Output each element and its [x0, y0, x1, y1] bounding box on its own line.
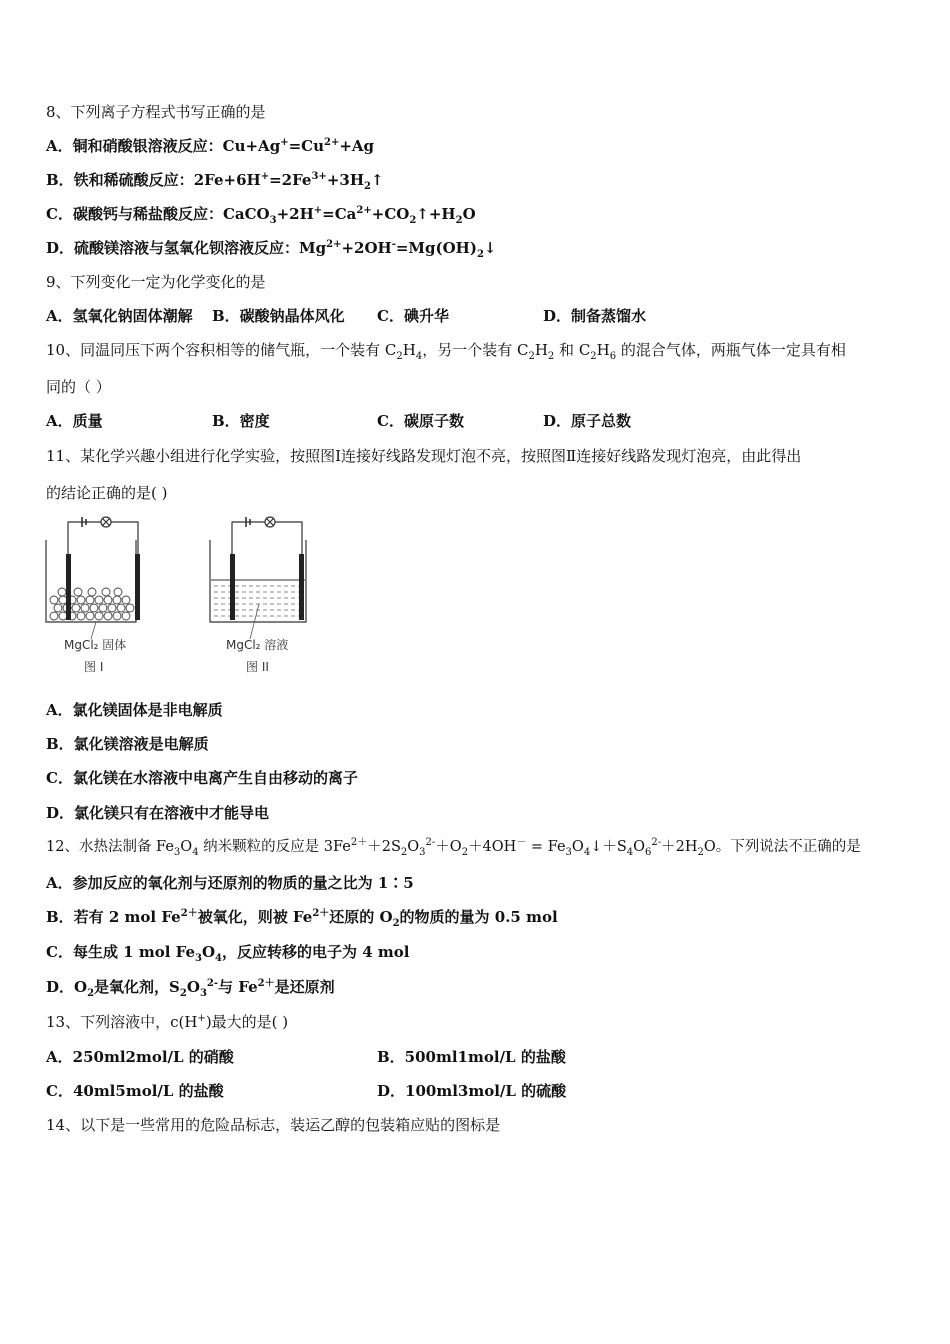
figure-1-circuit [68, 517, 138, 564]
q11-figure [44, 514, 324, 680]
q13-option-b: B．500ml1mol/L 的盐酸 [377, 1048, 566, 1066]
figure-1-label: MgCl₂ 固体 [64, 638, 127, 652]
q12-option-c: C．每生成 1 mol $Fe_3O_4$，反应转移的电子为 4 mol [46, 943, 410, 964]
q8-option-b: B．铁和稀硫酸反应：$2Fe+6H^+=2Fe^{3+}+3H_2↑$ [46, 171, 384, 192]
q9-option-a: A．氢氧化钠固体潮解 [46, 307, 193, 325]
q13-option-a: A．250ml2mol/L 的硝酸 [46, 1048, 234, 1066]
q12-option-b: B．若有 2 mol $Fe^{2+}$被氧化，则被 $Fe^{2+}$还原的 $O_2$的物质的量为 0.5 mol [46, 908, 558, 929]
q11-option-b: B．氯化镁溶液是电解质 [46, 735, 209, 753]
q11-option-d: D．氯化镁只有在溶液中才能导电 [46, 804, 270, 822]
figure-1-solid [50, 588, 134, 620]
q10-stem-line1: 10、同温同压下两个容积相等的储气瓶，一个装有 $C_2H_4$，另一个装有 $C_2H_2$ 和 $C_2H_6$ 的混合气体，两瓶气体一定具有相 [46, 341, 846, 362]
q11-option-a: A．氯化镁固体是非电解质 [46, 701, 223, 719]
figure-2-circuit [232, 517, 302, 564]
q12-option-a: A．参加反应的氧化剂与还原剂的物质的量之比为 1∶5 [46, 874, 414, 892]
figure-2-caption: 图 II [246, 660, 269, 674]
q10-option-a: A．质量 [46, 412, 103, 430]
q9-option-b: B．碳酸钠晶体风化 [212, 307, 345, 325]
q8-option-a: A．铜和硝酸银溶液反应：$Cu+Ag^+=Cu^{2+}+Ag$ [46, 137, 375, 155]
figure-2-label: MgCl₂ 溶液 [226, 638, 289, 652]
q9-option-d: D．制备蒸馏水 [543, 307, 647, 325]
q10-option-c: C．碳原子数 [377, 412, 464, 430]
q10-stem-line2: 同的（ ） [46, 378, 111, 396]
q13-option-d: D．100ml3mol/L 的硫酸 [377, 1082, 567, 1100]
circuit-diagrams [44, 514, 324, 680]
q12-stem: 12、水热法制备 $Fe_3O_4$ 纳米颗粒的反应是 $3Fe^{2+}+2S_2O_3^{2-}+O_2+4OH^-$ = $Fe_3O_4↓+S_4O_6^{2-}+2H_2O$。下列说法不正确的是 [46, 837, 861, 858]
q8-option-c: C．碳酸钙与稀盐酸反应：$CaCO_3+2H^+=Ca^{2+}+CO_2↑+H_2O$ [46, 205, 476, 226]
q11-option-c: C．氯化镁在水溶液中电离产生自由移动的离子 [46, 769, 358, 787]
figure-1-caption: 图 I [84, 660, 104, 674]
q11-stem-line1: 11、某化学兴趣小组进行化学实验，按照图Ⅰ连接好线路发现灯泡不亮，按照图Ⅱ连接好线路发现灯泡亮，由此得出 [46, 447, 802, 465]
q9-option-c: C．碘升华 [377, 307, 449, 325]
q8-option-d: D．硫酸镁溶液与氢氧化钡溶液反应：$Mg^{2+}+2OH^-=Mg(OH)_2↓$ [46, 239, 497, 260]
q9-stem: 9、下列变化一定为化学变化的是 [46, 273, 266, 291]
q8-stem: 8、下列离子方程式书写正确的是 [46, 103, 266, 121]
q14-stem: 14、以下是一些常用的危险品标志，装运乙醇的包装箱应贴的图标是 [46, 1116, 501, 1134]
q10-option-d: D．原子总数 [543, 412, 632, 430]
q10-option-b: B．密度 [212, 412, 270, 430]
figure-2-solution [211, 580, 305, 616]
q13-stem: 13、下列溶液中，c(H+)最大的是( ) [46, 1013, 289, 1031]
q11-stem-line2: 的结论正确的是( ) [46, 484, 168, 502]
q13-option-c: C．40ml5mol/L 的盐酸 [46, 1082, 224, 1100]
q12-option-d: D．$O_2$是氧化剂，$S_2O_3^{2-}$与 $Fe^{2+}$是还原剂 [46, 978, 335, 999]
